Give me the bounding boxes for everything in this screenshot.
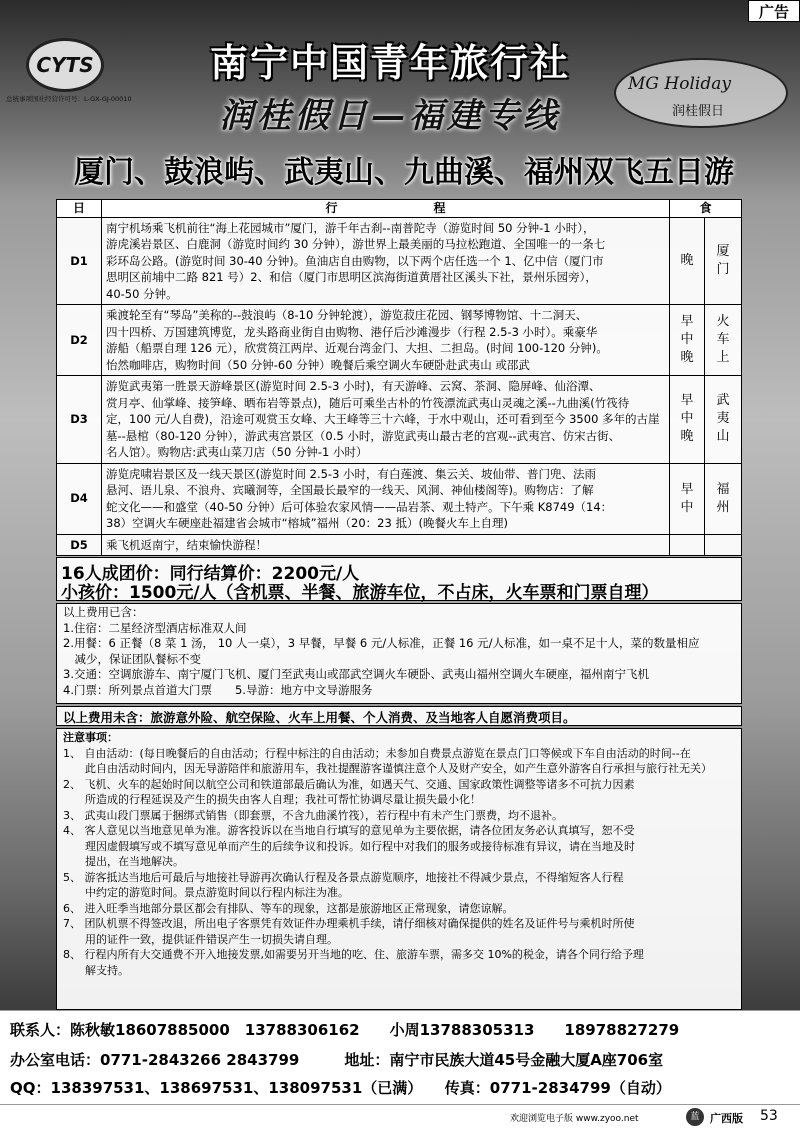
note-line: 3、 武夷山段门票属于捆绑式销售（即套票，不含九曲溪竹筏），若行程中有未产生门票费，均不退补。 (63, 808, 563, 822)
itinerary-meal: 早 中 (670, 463, 705, 534)
itinerary-day: D2 (57, 305, 102, 376)
brand-english: MG Holiday (628, 74, 731, 94)
header-meal: 食 (670, 200, 742, 218)
note-line: 5、 游客抵达当地后可最后与地接社导游再次确认行程及各景点游览顺序，地接社不得减少景点，不得缩短客人行程 (63, 870, 624, 884)
itinerary-route-line: 怡然咖啡店，购物时间（50 分钟-60 分钟）晚餐后乘空调火车硬卧赴武夷山 或邵武 (106, 357, 530, 372)
price-box (56, 557, 742, 601)
contact-office: 办公室电话：0771-2843266 2843799 地址：南宁市民族大道45号金融大厦A座706室 (10, 1051, 664, 1069)
itinerary-header-row (57, 200, 742, 218)
itinerary-overnight-city: 武 夷 山 (705, 376, 742, 464)
itinerary-overnight-city: 火 车 上 (705, 305, 742, 376)
note-line: 1、 自由活动：(每日晚餐后的自由活动；行程中标注的自由活动；未参加自费景点游览在景点门口等候或下车自由活动的时间--在 (63, 746, 691, 760)
notes-title: 注意事项： (63, 731, 118, 744)
itinerary-meal (670, 534, 705, 556)
itinerary-route (102, 305, 670, 376)
included-box (56, 603, 742, 704)
itinerary-table (56, 199, 742, 556)
itinerary-row (57, 463, 742, 534)
footer-edition: 广西版 (710, 1112, 743, 1125)
page-number: 53 (760, 1108, 778, 1124)
footer-badge-icon: 蓝 (686, 1108, 704, 1126)
note-line: 解支持。 (63, 963, 129, 977)
notes-box (56, 728, 742, 1010)
note-line: 4、 客人意见以当地意见单为准。游客投诉以在当地自行填写的意见单为主要依据，请各位团友务必认真填写，恕不受 (63, 824, 635, 837)
itinerary-route-line: 游船（船票自理 126 元），欣赏筼江两岸、近观台湾金门、大担、二担岛。(时间 100-120 分钟)。 (106, 341, 608, 355)
itinerary-route-line: 思明区前埔中二路 821 号）2、和信（厦门市思明区滨海街道黄厝社区溪头下社，景州乐园旁）， (106, 270, 597, 284)
itinerary-route-line: 游虎溪岩景区、白鹿洞（游览时间约 30 分钟），游世界上最美丽的马拉松跑道、全国唯一的一条七 (106, 237, 606, 251)
included-item: 1.住宿：二星经济型酒店标准双人间 (63, 620, 247, 635)
itinerary-overnight-city: 福 州 (705, 463, 742, 534)
included-item: 2.用餐：6 正餐（8 菜 1 汤， 10 人一桌），3 早餐，早餐 6 元/人标准，正餐 16 元/人标准，如一桌不足十人，菜的数量相应 (63, 636, 700, 650)
agency-subtitle: 润桂假日—福建专线 (219, 96, 561, 136)
route-title: 厦门、鼓浪屿、武夷山、九曲溪、福州双飞五日游 (74, 155, 734, 190)
itinerary-route (102, 217, 670, 305)
price-child: 小孩价：1500元/人（含机票、半餐、旅游车位，不占床，火车票和门票自理） (61, 583, 659, 603)
itinerary-route-line: 40-50 分钟。 (106, 286, 178, 301)
itinerary-overnight-city (705, 534, 742, 556)
cyts-logo (26, 38, 104, 92)
included-item: 4.门票：所列景点首道大门票 5.导游：地方中文导游服务 (63, 682, 373, 697)
contact-qq-fax: QQ：138397531、138697531、138097531（已满） 传真：0771-2834799（自动） (10, 1079, 671, 1097)
itinerary-day: D5 (57, 534, 102, 556)
itinerary-route-line: 乘飞机返南宁，结束愉快游程！ (106, 537, 267, 552)
itinerary-day: D3 (57, 376, 102, 464)
page-footer (0, 1104, 800, 1130)
itinerary-day: D1 (57, 217, 102, 305)
itinerary-route-line: 墓--悬棺（80-120 分钟），游武夷宫景区（0.5 小时，游览武夷山最古老的宫观--武夷宫、仿宋古街、 (106, 428, 621, 443)
itinerary-meal: 早 中 晚 (670, 305, 705, 376)
ad-label: 广告 (748, 0, 800, 22)
itinerary-route-line: 38）空调火车硬座赴福建省会城市“榕城”福州（20：23 抵）(晚餐火车上自理) (106, 516, 508, 530)
header-day: 日 (57, 200, 102, 218)
itinerary-row (57, 376, 742, 464)
itinerary-row (57, 305, 742, 376)
itinerary-route (102, 534, 670, 556)
itinerary-route-line: 游览虎啸岩景区及一线天景区(游览时间 2.5-3 小时，有白莲渡、集云关、坡仙带、普门兜、法雨 (106, 466, 597, 481)
itinerary-route (102, 463, 670, 534)
agency-name: 南宁中国青年旅行社 (209, 41, 570, 85)
contact-section (0, 1011, 800, 1101)
itinerary-row (57, 217, 742, 305)
itinerary-route-line: 四十四桥、万国建筑博览，龙头路商业街自由购物、港仔后沙滩漫步（行程 2.5-3 小时）。乘豪华 (106, 324, 598, 339)
excluded-box: 以上费用未含：旅游意外险、航空保险、火车上用餐、个人消费、及当地客人自愿消费项目。 (56, 706, 742, 726)
note-line: 2、 飞机、火车的起始时间以航空公司和铁道部最后确认为准，如遇天气、交通、国家政策性调整等诸多不可抗力因素 (63, 777, 635, 791)
note-line: 所造成的行程延误及产生的损失由客人自理；我社可帮忙协调尽量让损失最小化！ (63, 793, 481, 806)
itinerary-route-line: 定，100 元/人自费)，沿途可观赏玉女峰、大王峰等三十六峰，于水中观山，还可看到至今 3500 多年的古崖 (106, 412, 660, 426)
note-line: 提出，在当地解决。 (63, 855, 184, 868)
itinerary-meal: 晚 (670, 217, 705, 305)
license-number: 总统事项国社经营许可号：L-GX-GJ-00010 (6, 95, 132, 103)
note-line: 6、 进入旺季当地部分景区都会有排队、等车的现象，这都是旅游地区正常现象，请您谅解。 (63, 901, 514, 915)
note-line: 用的证件一致，提供证件错误产生一切损失请自理。 (63, 932, 338, 946)
included-item: 减少，保证团队餐标不变 (63, 651, 201, 666)
itinerary-day: D4 (57, 463, 102, 534)
itinerary-meal: 早 中 晚 (670, 376, 705, 464)
itinerary-route (102, 376, 670, 464)
note-line: 7、 团队机票不得签改退，所出电子客票凭有效证件办理乘机手续，请仔细核对确保提供的姓名及证件号与乘机时所使 (63, 917, 635, 930)
itinerary-route-line: 游览武夷第一胜景天游峰景区(游览时间 2.5-3 小时)，有天游峰、云窝、茶洞、隐屏峰、仙浴潭、 (106, 379, 601, 393)
brand-chinese: 润桂假日 (672, 104, 725, 119)
contact-persons: 联系人：陈秋敏18607885000 13788306162 小周13788305313 18978827279 (10, 1021, 680, 1039)
itinerary-route-line: 蛇文化——和盛堂（40-50 分钟）后可体验农家风情——品岩茶、观土特产。下午乘 K8749（14： (106, 499, 613, 514)
note-line: 此自由活动时间内，因无导游陪伴和旅游用车，我社提醒游客谨慎注意个人及财产安全，如产生意外游客自行承担与旅行社无关） (63, 762, 712, 775)
mg-holiday-logo (614, 58, 788, 128)
itinerary-overnight-city: 厦 门 (705, 217, 742, 305)
note-line: 理因虚假填写或不填写意见单而产生的后续争议和投诉。如行程中对我们的服务或接待标准有异议，请在当地及时 (63, 839, 635, 853)
header-route: 行 程 (102, 200, 670, 218)
itinerary-row (57, 534, 742, 556)
included-item: 3.交通：空调旅游车、南宁厦门飞机、厦门至武夷山或邵武空调火车硬卧、武夷山福州空调火车硬座，福州南宁飞机 (63, 667, 649, 681)
note-line: 8、 行程内所有大交通费不开入地接发票,如需要另开当地的吃、住、旅游车票，需多交 10%的税金，请各个同行给予理 (63, 948, 644, 961)
itinerary-route-line: 彩环岛公路。(游览时间 30-40 分钟)。鱼油店自由购物，以下两个店任选一个 1、亿中信（厦门市 (106, 253, 604, 268)
itinerary-route-line: 南宁机场乘飞机前往“海上花园城市”厦门，游千年古刹--南普陀寺（游览时间 50 分钟-1 小时）， (106, 220, 595, 235)
footer-site: 欢迎浏览电子版 www.zyoo.net (510, 1114, 639, 1124)
price-adult: 16人成团价：同行结算价：2200元/人 (61, 564, 360, 584)
itinerary-route-line: 乘渡轮至有“琴岛”美称的--鼓浪屿（8-10 分钟轮渡），游览菽庄花园、钢琴博物馆、十二洞天、 (106, 308, 588, 322)
itinerary-route-line: 赏月亭、仙掌峰、接笋峰、晒布岩等景点)，随后可乘坐古朴的竹筏漂流武夷山灵魂之溪--九曲溪(竹筏待 (106, 395, 630, 410)
itinerary-route-line: 悬河、语儿泉、不浪舟、宾曦洞等，全国最长最窄的一线天、风洞、神仙楼阁等)。购物店：了解 (106, 483, 594, 497)
included-title: 以上费用已含： (63, 605, 144, 619)
note-line: 中约定的游览时间。景点游览时间以行程内标注为准。 (63, 886, 349, 899)
cyts-logo-text: CYTS (36, 53, 94, 77)
itinerary-route-line: 名人馆）。购物店:武夷山菜刀店（50 分钟-1 小时） (106, 445, 368, 459)
